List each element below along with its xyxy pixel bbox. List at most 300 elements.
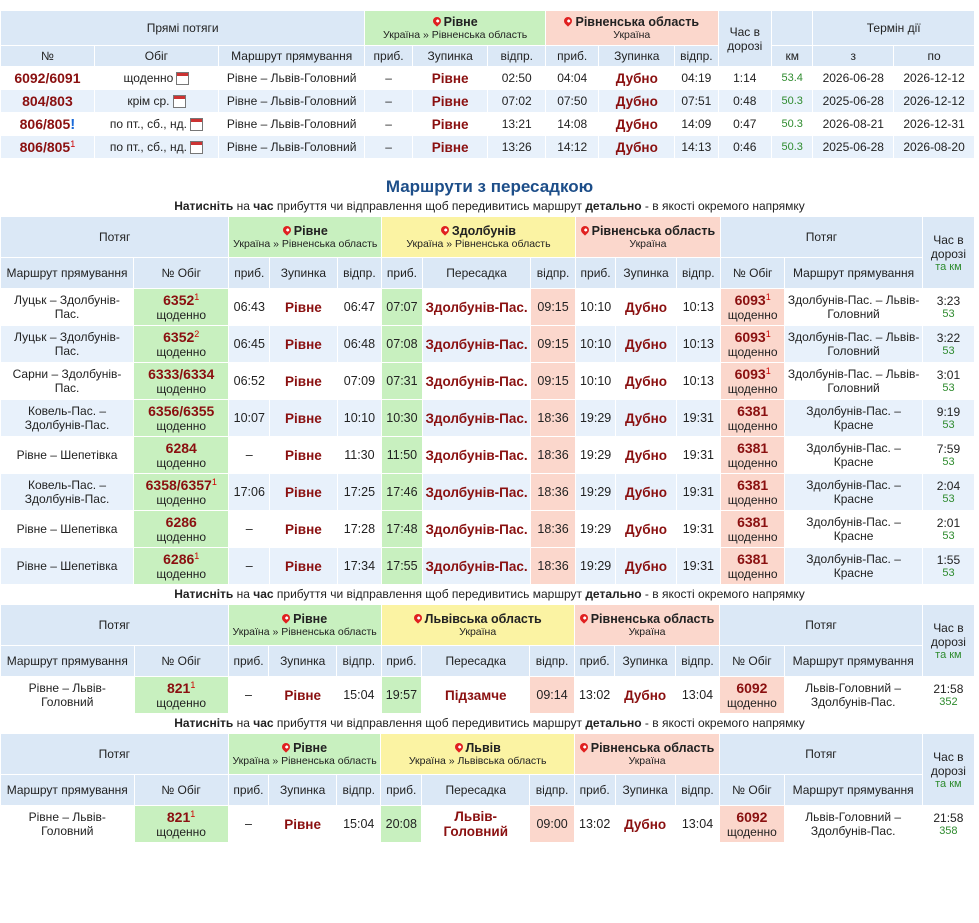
arrival-time: – (365, 113, 411, 135)
transfer-hint (0, 716, 979, 730)
location-name: Рівне (293, 741, 328, 755)
travel-time: 0:48 (719, 90, 771, 112)
transfer-title: Маршрути з пересадкою (385, 177, 594, 196)
col-header: Маршрут прямування (1, 258, 133, 288)
location-header[interactable] (382, 217, 575, 257)
departure-time[interactable]: 17:34 (338, 548, 381, 584)
train-number-line (136, 292, 226, 308)
departure-time[interactable]: 18:36 (531, 437, 574, 473)
location-name: Рівне (293, 224, 328, 238)
direct-train-row[interactable] (1, 113, 974, 135)
train-number[interactable]: 6284 (165, 440, 197, 456)
schedule-text: щоденно (727, 382, 778, 396)
location-header[interactable] (381, 734, 573, 774)
col-header: Зупинка (616, 775, 675, 805)
departure-time[interactable]: 09:15 (531, 289, 574, 325)
arrival-time: 17:06 (229, 474, 269, 510)
travel-cell (923, 326, 974, 362)
train-number-line (137, 680, 226, 696)
col-header: Пересадка (423, 258, 531, 288)
location-sub: Україна (628, 626, 666, 638)
transfer-route-row[interactable] (1, 474, 974, 510)
train-number-cell[interactable] (135, 677, 228, 713)
travel-cell (923, 806, 974, 842)
calendar-icon[interactable] (190, 141, 203, 154)
train-number-cell[interactable] (720, 806, 783, 842)
transfer-route-row[interactable] (1, 548, 974, 584)
transfer-route-row[interactable] (1, 363, 974, 399)
departure-time[interactable]: 09:15 (531, 363, 574, 399)
hint-part: прибуття чи відправлення щоб передивитись маршрут (273, 716, 586, 730)
departure-time: 19:31 (677, 400, 720, 436)
transfer-route-row[interactable] (1, 806, 974, 842)
train-number[interactable]: 6092 (736, 680, 768, 696)
train-number[interactable]: 806/805 (19, 139, 71, 155)
transfer-table (0, 216, 975, 585)
train-number[interactable]: 6092 (736, 809, 768, 825)
route-text: Здолбунів-Пас. – Красне (785, 400, 922, 436)
departure-time[interactable]: 13:26 (488, 136, 545, 158)
arrival-time: – (229, 511, 269, 547)
travel-time: 9:19 (936, 405, 961, 419)
hint-part: час (253, 199, 274, 213)
route-text: Здолбунів-Пас. – Львів-Головний (785, 326, 922, 362)
location-title (577, 741, 717, 755)
direct-train-row[interactable] (1, 67, 974, 89)
route-text: Здолбунів-Пас. – Красне (785, 511, 922, 547)
location-name: Рівненська область (590, 741, 715, 755)
arrival-time[interactable]: 13:02 (575, 677, 615, 713)
stop-name: Дубно (599, 67, 674, 89)
col-no: № (1, 46, 94, 66)
valid-from: 2025-06-28 (813, 90, 893, 112)
arrival-time[interactable]: 13:02 (575, 806, 615, 842)
arrival-time[interactable]: 19:29 (576, 548, 616, 584)
departure-time: 14:09 (675, 113, 717, 135)
train-number[interactable]: 6093 (734, 329, 766, 345)
distance-km: 50.3 (772, 136, 812, 158)
train-number-cell[interactable] (721, 363, 784, 399)
direct-train-row[interactable] (1, 90, 974, 112)
train-number[interactable]: 6286 (165, 514, 197, 530)
location-pin-icon (579, 224, 590, 235)
departure-time[interactable]: 18:36 (531, 400, 574, 436)
departure-time[interactable]: 17:28 (338, 511, 381, 547)
col-header: Маршрут прямування (785, 775, 922, 805)
stop-name: Рівне (269, 677, 336, 713)
stop-name: Рівне (269, 806, 336, 842)
loc-rivne-header[interactable]: Рівне Україна » Рівненська область (365, 11, 545, 45)
stop-name: Дубно (616, 806, 675, 842)
arrival-time: – (229, 437, 269, 473)
train-number[interactable]: 806/805 (19, 115, 71, 132)
schedule-text: щоденно (727, 308, 778, 322)
travel-time: 0:47 (719, 113, 771, 135)
train-number-cell[interactable] (1, 90, 94, 112)
arrival-time[interactable]: 17:55 (382, 548, 422, 584)
train-number-line (723, 514, 782, 530)
location-sub: Україна » Рівненська область (232, 755, 377, 767)
travel-time: 2:01 (936, 516, 961, 530)
stop-name: Дубно (599, 113, 674, 135)
train-number-cell[interactable] (721, 326, 784, 362)
departure-time[interactable]: 06:47 (338, 289, 381, 325)
transfer-stop-name: Підзамче (422, 677, 529, 713)
transfer-stop-name: Здолбунів-Пас. (423, 474, 531, 510)
train-number-cell[interactable] (721, 289, 784, 325)
train-number-line (723, 403, 782, 419)
train-number[interactable]: 6381 (737, 440, 769, 456)
train-number[interactable]: 6093 (734, 292, 766, 308)
route-text: Ковель-Пас. – Здолбунів-Пас. (1, 400, 133, 436)
stop-name: Дубно (599, 136, 674, 158)
stop-name: Рівне (270, 511, 337, 547)
train-number-cell[interactable] (134, 363, 228, 399)
arrival-time[interactable]: 19:29 (576, 511, 616, 547)
col-header: Пересадка (422, 775, 529, 805)
train-number-line (723, 440, 782, 456)
direct-trains-table (0, 10, 975, 159)
route-text: Рівне – Львів-Головний (219, 136, 364, 158)
loc-rivne-oblast-header[interactable]: Рівненська область Україна (546, 11, 718, 45)
col-header: відпр. (676, 775, 719, 805)
transfer-stop-name: Здолбунів-Пас. (423, 511, 531, 547)
hint-part: час (253, 587, 274, 601)
departure-time: 10:13 (677, 363, 720, 399)
location-name: Львівська область (424, 612, 542, 626)
col-header: відпр. (530, 775, 573, 805)
travel-cell (923, 677, 974, 713)
col-travel (923, 217, 974, 288)
train-number-cell[interactable] (721, 548, 784, 584)
departure-time[interactable]: 07:09 (338, 363, 381, 399)
departure-time[interactable]: 10:10 (338, 400, 381, 436)
location-name: Рівненська область (590, 612, 715, 626)
transfer-route-row[interactable] (1, 400, 974, 436)
stop-name: Рівне (413, 136, 488, 158)
departure-time[interactable]: 09:14 (530, 677, 574, 713)
route-text: Здолбунів-Пас. – Красне (785, 474, 922, 510)
location-header[interactable] (575, 605, 719, 645)
arrival-time[interactable]: 07:08 (382, 326, 422, 362)
departure-time[interactable]: 11:30 (338, 437, 381, 473)
transfer-route-row[interactable] (1, 437, 974, 473)
transfer-stop-name: Здолбунів-Пас. (423, 326, 531, 362)
location-header[interactable] (229, 605, 381, 645)
col-header: приб. (576, 258, 616, 288)
arrival-time[interactable]: 10:10 (576, 289, 616, 325)
direct-train-row[interactable] (1, 136, 974, 158)
train-number[interactable]: 6333/6334 (148, 366, 215, 382)
arrival-time[interactable]: 14:12 (546, 136, 598, 158)
stop-name: Рівне (270, 400, 337, 436)
transfer-route-row[interactable] (1, 326, 974, 362)
train-number[interactable]: 821 (166, 809, 191, 825)
location-sub: Україна (629, 238, 667, 250)
distance-km: 50.3 (772, 90, 812, 112)
distance-km: 358 (939, 825, 958, 837)
col-from: з (813, 46, 893, 66)
train-number-cell[interactable] (721, 474, 784, 510)
route-text: Рівне – Львів-Головний (1, 806, 134, 842)
km-label: та км (935, 777, 962, 790)
train-number-cell[interactable] (135, 806, 228, 842)
arrival-time[interactable]: 17:48 (382, 511, 422, 547)
location-header[interactable] (229, 217, 381, 257)
schedule-text: по пт., сб., нд. (109, 116, 187, 131)
valid-to: 2026-12-12 (894, 90, 974, 112)
train-number[interactable]: 6352 (163, 292, 195, 308)
arrival-time[interactable]: 10:10 (576, 363, 616, 399)
departure-time[interactable]: 06:48 (338, 326, 381, 362)
train-number-cell[interactable] (721, 400, 784, 436)
train-number[interactable]: 6352 (163, 329, 195, 345)
train-number-cell[interactable] (134, 548, 228, 584)
location-sub: Україна » Рівненська область (232, 626, 377, 638)
col-term: Термін дії (813, 11, 974, 45)
location-pin-icon (439, 224, 450, 235)
arrival-time[interactable]: 11:50 (382, 437, 422, 473)
route-text: Львів-Головний – Здолбунів-Пас. (785, 806, 922, 842)
train-number-line (722, 809, 781, 825)
stop-name: Дубно (616, 326, 675, 362)
schedule-text: щоденно (727, 530, 778, 544)
route-text: Здолбунів-Пас. – Львів-Головний (785, 289, 922, 325)
hint-part: на (233, 199, 254, 213)
location-pin-icon (412, 612, 423, 623)
departure-time[interactable]: 15:04 (337, 677, 381, 713)
departure-time[interactable]: 07:02 (488, 90, 545, 112)
travel-label: Час в дорозі (930, 232, 966, 261)
col-header: Зупинка (616, 258, 675, 288)
transfer-route-row[interactable] (1, 289, 974, 325)
route-text: Сарни – Здолбунів-Пас. (1, 363, 133, 399)
schedule-text: щоденно (727, 345, 778, 359)
valid-to: 2026-08-20 (894, 136, 974, 158)
location-pin-icon (578, 741, 589, 752)
col-header: відпр. (677, 258, 720, 288)
arrival-time: – (365, 67, 411, 89)
transfer-route-row[interactable] (1, 677, 974, 713)
departure-time[interactable]: 15:04 (337, 806, 380, 842)
arrival-time[interactable]: 19:29 (576, 437, 616, 473)
arrival-time[interactable]: 10:10 (576, 326, 616, 362)
stop-name: Дубно (616, 474, 675, 510)
travel-time: 21:58 (933, 811, 964, 825)
hint-part: - в якості окремого напрямку (641, 716, 805, 730)
transfer-stop-name: Здолбунів-Пас. (423, 437, 531, 473)
travel-cell (923, 511, 974, 547)
departure-time[interactable]: 09:15 (531, 326, 574, 362)
location-name: Рівненська область (591, 224, 716, 238)
transfer-stop-name: Здолбунів-Пас. (423, 289, 531, 325)
train-number[interactable]: 6381 (737, 551, 769, 567)
schedule-text: щоденно (156, 308, 207, 322)
location-pin-icon (578, 612, 589, 623)
col-header: приб. (229, 258, 269, 288)
train-number[interactable]: 6093 (734, 366, 766, 382)
train-number-cell[interactable] (721, 437, 784, 473)
train-number-cell[interactable] (1, 67, 94, 89)
location-header[interactable] (382, 605, 574, 645)
train-number-cell[interactable] (134, 437, 228, 473)
schedule-text: щоденно (156, 696, 207, 710)
stop-name: Дубно (615, 677, 674, 713)
departure-time[interactable]: 13:21 (488, 113, 545, 135)
train-number-cell[interactable] (134, 289, 228, 325)
footnote-mark: 1 (765, 292, 771, 302)
hint-part: Натисніть (174, 587, 234, 601)
arrival-time[interactable]: 14:08 (546, 113, 598, 135)
train-number[interactable]: 6092/6091 (14, 70, 81, 86)
route-text: Здолбунів-Пас. – Красне (785, 437, 922, 473)
col-header: відпр. (676, 646, 720, 676)
route-text: Луцьк – Здолбунів-Пас. (1, 289, 133, 325)
arrival-time[interactable]: 07:31 (382, 363, 422, 399)
distance-km: 50.3 (772, 113, 812, 135)
train-number[interactable]: 6286 (163, 551, 195, 567)
schedule-text: щоденно (123, 70, 174, 85)
col-header: Маршрут прямування (1, 775, 134, 805)
departure-time: 19:31 (677, 548, 720, 584)
schedule-text: щоденно (727, 825, 777, 839)
hint-part: - в якості окремого напрямку (641, 587, 805, 601)
footnote-mark: 1 (765, 366, 771, 376)
footnote-mark: 1 (765, 329, 771, 339)
schedule-text: щоденно (156, 345, 207, 359)
train-number-cell[interactable] (134, 474, 228, 510)
col-travel (923, 605, 974, 676)
train-number-cell[interactable] (720, 677, 783, 713)
arrival-time[interactable]: 19:57 (382, 677, 422, 713)
departure-time[interactable]: 09:00 (530, 806, 573, 842)
col-dep: відпр. (675, 46, 717, 66)
route-text: Рівне – Львів-Головний (1, 677, 134, 713)
departure-time[interactable]: 02:50 (488, 67, 545, 89)
arrival-time: 06:52 (229, 363, 269, 399)
departure-time: 13:04 (676, 677, 720, 713)
footnote-mark: 1 (194, 551, 200, 561)
route-text: Рівне – Львів-Головний (219, 113, 364, 135)
hint-part: детально (585, 199, 642, 213)
footnote-mark: 1 (194, 292, 200, 302)
col-stop: Зупинка (413, 46, 488, 66)
route-text: Здолбунів-Пас. – Львів-Головний (785, 363, 922, 399)
col-header: № Обіг (721, 258, 784, 288)
train-number-cell[interactable] (1, 113, 94, 135)
departure-time[interactable]: 18:36 (531, 548, 574, 584)
travel-time: 1:14 (719, 67, 771, 89)
travel-cell (923, 474, 974, 510)
location-title (231, 741, 379, 755)
valid-from: 2026-08-21 (813, 113, 893, 135)
col-header: № Обіг (720, 775, 783, 805)
hint-part: прибуття чи відправлення щоб передивитись маршрут (273, 587, 586, 601)
train-number-cell[interactable] (721, 511, 784, 547)
schedule-cell (95, 90, 218, 112)
schedule-text: щоденно (156, 382, 207, 396)
distance-km: 53 (942, 493, 955, 505)
schedule-text: щоденно (156, 825, 206, 839)
location-header[interactable] (576, 217, 720, 257)
transfer-hint (0, 587, 979, 601)
location-title (231, 224, 379, 238)
train-number[interactable]: 804/803 (22, 93, 73, 109)
departure-time[interactable]: 18:36 (531, 474, 574, 510)
col-train: Потяг (1, 734, 228, 774)
travel-cell (923, 363, 974, 399)
arrival-time[interactable]: 19:29 (576, 474, 616, 510)
location-title (384, 612, 572, 626)
train-number[interactable]: 6381 (737, 403, 769, 419)
schedule-text: по пт., сб., нд. (109, 139, 187, 154)
arrival-time: – (229, 548, 269, 584)
arrival-time: 06:43 (229, 289, 269, 325)
train-number-cell[interactable] (1, 136, 94, 158)
schedule-text: щоденно (156, 493, 207, 507)
stop-name: Рівне (413, 90, 488, 112)
train-number[interactable]: 6381 (737, 514, 769, 530)
train-number-cell[interactable] (134, 400, 228, 436)
location-sub: Україна (459, 626, 497, 638)
col-header: № Обіг (135, 646, 228, 676)
train-number-cell[interactable] (134, 326, 228, 362)
route-text: Рівне – Шепетівка (1, 437, 133, 473)
train-number[interactable]: 6358/6357 (145, 477, 212, 493)
location-header[interactable] (229, 734, 381, 774)
hint-part: - в якості окремого напрямку (641, 199, 805, 213)
col-travel (923, 734, 974, 805)
arrival-time[interactable]: 20:08 (381, 806, 421, 842)
distance-km: 53 (942, 456, 955, 468)
col-travel-time: Час в дорозі (719, 11, 771, 66)
departure-time[interactable]: 17:25 (338, 474, 381, 510)
col-train: Потяг (721, 217, 922, 257)
arrival-time[interactable]: 07:07 (382, 289, 422, 325)
departure-time[interactable]: 18:36 (531, 511, 574, 547)
travel-label: Час в дорозі (930, 749, 966, 778)
arrival-time[interactable]: 07:50 (546, 90, 598, 112)
transfer-route-row[interactable] (1, 511, 974, 547)
arrival-time[interactable]: 04:04 (546, 67, 598, 89)
stop-name: Дубно (616, 363, 675, 399)
stop-name: Рівне (413, 67, 488, 89)
travel-time: 2:04 (936, 479, 961, 493)
arrival-time[interactable]: 19:29 (576, 400, 616, 436)
distance-km: 53 (942, 382, 955, 394)
calendar-icon[interactable] (176, 72, 189, 85)
hint-part: прибуття чи відправлення щоб передивитись маршрут (273, 199, 586, 213)
train-number[interactable]: 6381 (737, 477, 769, 493)
col-arr: приб. (546, 46, 598, 66)
arrival-time[interactable]: 17:46 (382, 474, 422, 510)
travel-cell (923, 548, 974, 584)
train-number[interactable]: 821 (166, 680, 191, 696)
train-number[interactable]: 6356/6355 (148, 403, 215, 419)
calendar-icon[interactable] (173, 95, 186, 108)
km-label: та км (935, 260, 962, 273)
location-header[interactable] (575, 734, 719, 774)
col-header: відпр. (337, 775, 380, 805)
train-number-cell[interactable] (134, 511, 228, 547)
calendar-icon[interactable] (190, 118, 203, 131)
location-title (231, 612, 379, 626)
col-header: приб. (382, 646, 422, 676)
arrival-time[interactable]: 10:30 (382, 400, 422, 436)
train-number-line (723, 551, 782, 567)
departure-time: 10:13 (677, 326, 720, 362)
transfer-stop-name: Здолбунів-Пас. (423, 548, 531, 584)
